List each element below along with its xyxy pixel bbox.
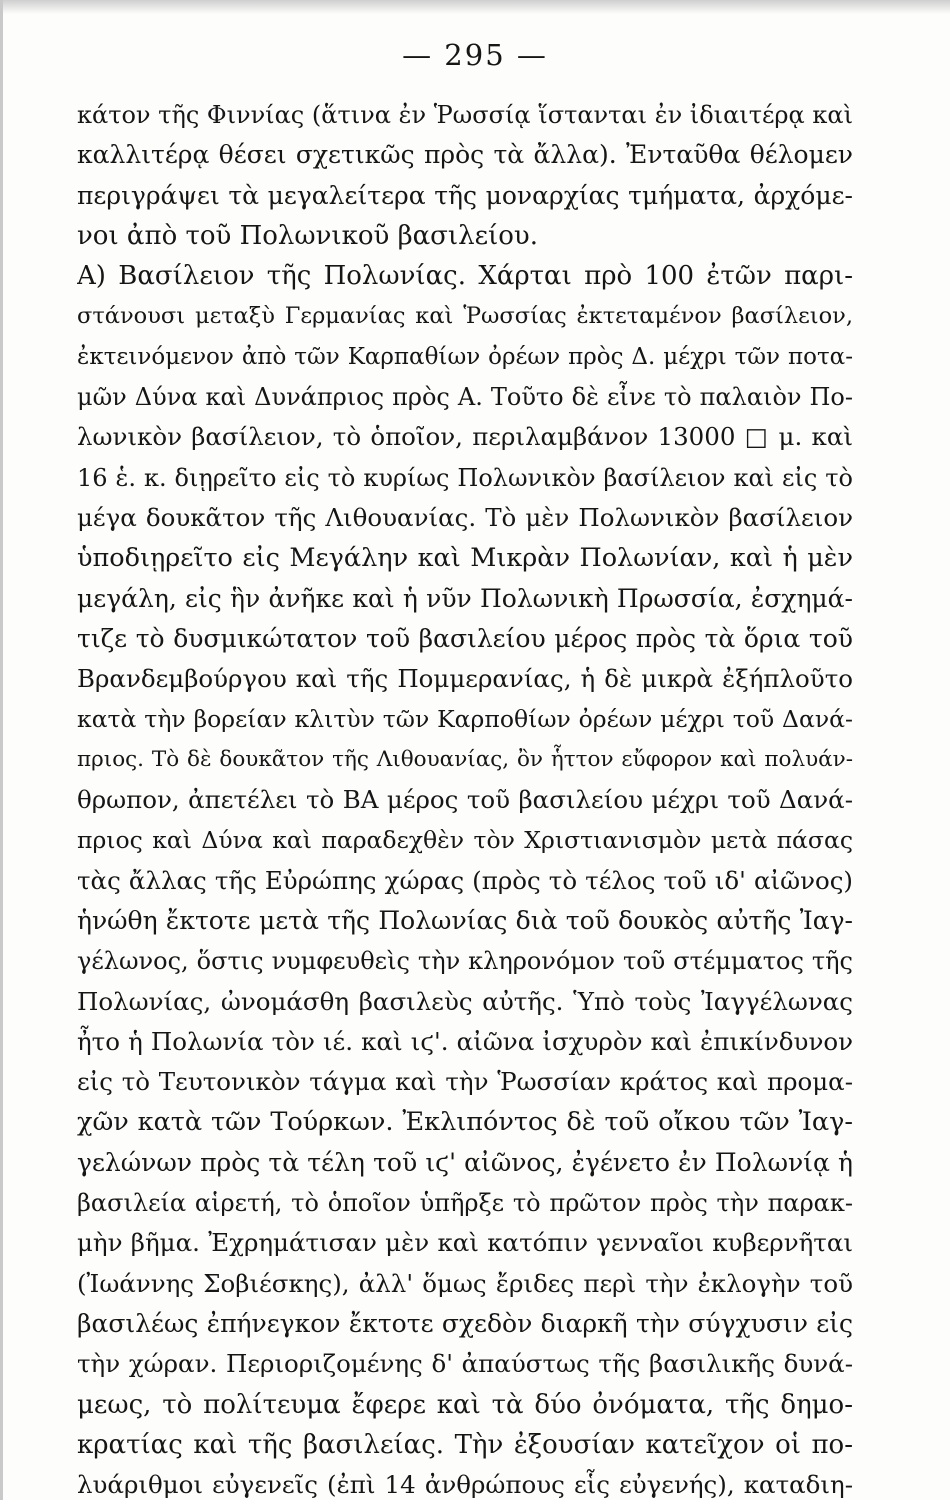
text-line: 16 ἑ. κ. διῃρεῖτο εἰς τὸ κυρίως Πολωνικὸν βασίλειον καὶ εἰς τὸ: [77, 463, 853, 492]
text-line: κατὰ τὴν βορείαν κλιτὺν τῶν Καρποθίων ὀρέων μέχρι τοῦ Δανά-: [77, 705, 853, 734]
text-line: μεως, τὸ πολίτευμα ἔφερε καὶ τὰ δύο ὀνόματα, τῆς δημο-: [77, 1389, 853, 1420]
text-line: ἡνώθη ἔκτοτε μετὰ τῆς Πολωνίας διὰ τοῦ δουκὸς αὐτῆς Ἰαγ-: [77, 905, 853, 935]
text-line: χῶν κατὰ τῶν Τούρκων. Ἐκλιπόντος δὲ τοῦ οἴκου τῶν Ἰαγ-: [77, 1107, 853, 1138]
text-line: ὑποδιῃρεῖτο εἰς Μεγάλην καὶ Μικρὰν Πολωνίαν, καὶ ἡ μὲν: [77, 543, 853, 574]
text-line: γέλωνος, ὅστις νυμφευθεὶς τὴν κληρονόμον τοῦ στέμματος τῆς: [77, 947, 853, 976]
body-text: [77, 95, 853, 1505]
text-line: λωνικὸν βασίλειον, τὸ ὁποῖον, περιλαμβάνον 13000 □ μ. καὶ: [77, 422, 853, 452]
text-line: μεγάλη, εἰς ἣν ἀνῆκε καὶ ἡ νῦν Πολωνικὴ Πρωσσία, ἐσχημά-: [77, 583, 853, 613]
text-line: μὴν βῆμα. Ἐχρημάτισαν μὲν καὶ κατόπιν γενναῖοι κυβερνῆται: [77, 1228, 853, 1258]
text-line: Βρανδεμβούργου καὶ τῆς Πομμερανίας, ἡ δὲ μικρὰ ἐξήπλοῦτο: [77, 664, 853, 694]
text-line: Πολωνίας, ὠνομάσθη βασιλεὺς αὐτῆς. Ὑπὸ τοὺς Ἰαγγέλωνας: [77, 986, 853, 1016]
text-line: πριος καὶ Δύνα καὶ παραδεχθὲν τὸν Χριστιανισμὸν μετὰ πάσας: [77, 826, 853, 855]
page-top-edge: [0, 0, 950, 14]
text-line: βασιλέως ἐπήνεγκον ἔκτοτε σχεδὸν διαρκῆ τὴν σύγχυσιν εἰς: [77, 1308, 853, 1338]
text-line: ἦτο ἡ Πολωνία τὸν ιέ. καὶ ιϛ'. αἰῶνα ἰσχυρὸν καὶ ἐπικίνδυνον: [77, 1026, 853, 1056]
text-line: κρατίας καὶ τῆς βασιλείας. Τὴν ἐξουσίαν κατεῖχον οἱ πο-: [77, 1429, 853, 1460]
text-line: περιγράψει τὰ μεγαλείτερα τῆς μοναρχίας τμήματα, ἀρχόμε-: [77, 180, 853, 210]
text-line: θρωπον, ἀπετέλει τὸ ΒΑ μέρος τοῦ βασιλείου μέχρι τοῦ Δανά-: [77, 785, 853, 815]
text-line: (Ἰωάννης Σοβιέσκης), ἀλλ' ὅμως ἔριδες περὶ τὴν ἐκλογὴν τοῦ: [77, 1268, 853, 1298]
text-line: γελώνων πρὸς τὰ τέλη τοῦ ιϛ' αἰῶνος, ἐγένετο ἐν Πολωνίᾳ ἡ: [77, 1147, 853, 1177]
text-line: τὴν χώραν. Περιοριζομένης δ' ἀπαύστως τῆς βασιλικῆς δυνά-: [77, 1349, 853, 1379]
text-line: τιζε τὸ δυσμικώτατον τοῦ βασιλείου μέρος πρὸς τὰ ὅρια τοῦ: [77, 623, 853, 653]
text-line: λυάριθμοι εὐγενεῖς (ἐπὶ 14 ἀνθρώπους εἷς εὐγενής), καταδιη-: [77, 1470, 853, 1500]
text-line: τὰς ἄλλας τῆς Εὐρώπης χώρας (πρὸς τὸ τέλος τοῦ ιδ' αἰῶνος): [77, 865, 853, 895]
text-line: καλλιτέρᾳ θέσει σχετικῶς πρὸς τὰ ἄλλα). Ἐνταῦθα θέλομεν: [77, 140, 853, 170]
text-line: μέγα δουκᾶτον τῆς Λιθουανίας. Τὸ μὲν Πολωνικὸν βασίλειον: [77, 502, 853, 532]
text-line: κάτον τῆς Φιννίας (ἅτινα ἐν Ῥωσσίᾳ ἵστανται ἐν ἰδιαιτέρᾳ καὶ: [77, 101, 853, 129]
text-line: εἰς τὸ Τευτονικὸν τάγμα καὶ τὴν Ῥωσσίαν κράτος καὶ προμα-: [77, 1067, 853, 1097]
text-line: πριος. Τὸ δὲ δουκᾶτον τῆς Λιθουανίας, ὂν ἧττον εὔφορον καὶ πολυάν-: [77, 746, 853, 772]
page-number: — 295 —: [402, 38, 548, 72]
text-line: μῶν Δύνα καὶ Δυνάπριος πρὸς Α. Τοῦτο δὲ εἶνε τὸ παλαιὸν Πο-: [77, 383, 853, 412]
text-line: βασιλεία αἱρετή, τὸ ὁποῖον ὑπῆρξε τὸ πρῶτον πρὸς τὴν παρακ-: [77, 1189, 853, 1218]
text-line: νοι ἀπὸ τοῦ Πολωνικοῦ βασιλείου.: [77, 220, 538, 251]
text-line: ἐκτεινόμενον ἀπὸ τῶν Καρπαθίων ὀρέων πρὸς Δ. μέχρι τῶν ποτα-: [77, 343, 853, 370]
text-line: Α) Βασίλειον τῆς Πολωνίας. Χάρται πρὸ 100 ἐτῶν παρι-: [77, 261, 853, 292]
page-left-edge: [0, 0, 3, 1500]
text-line: στάνουσι μεταξὺ Γερμανίας καὶ Ῥωσσίας ἐκτεταμένον βασίλειον,: [77, 303, 853, 330]
